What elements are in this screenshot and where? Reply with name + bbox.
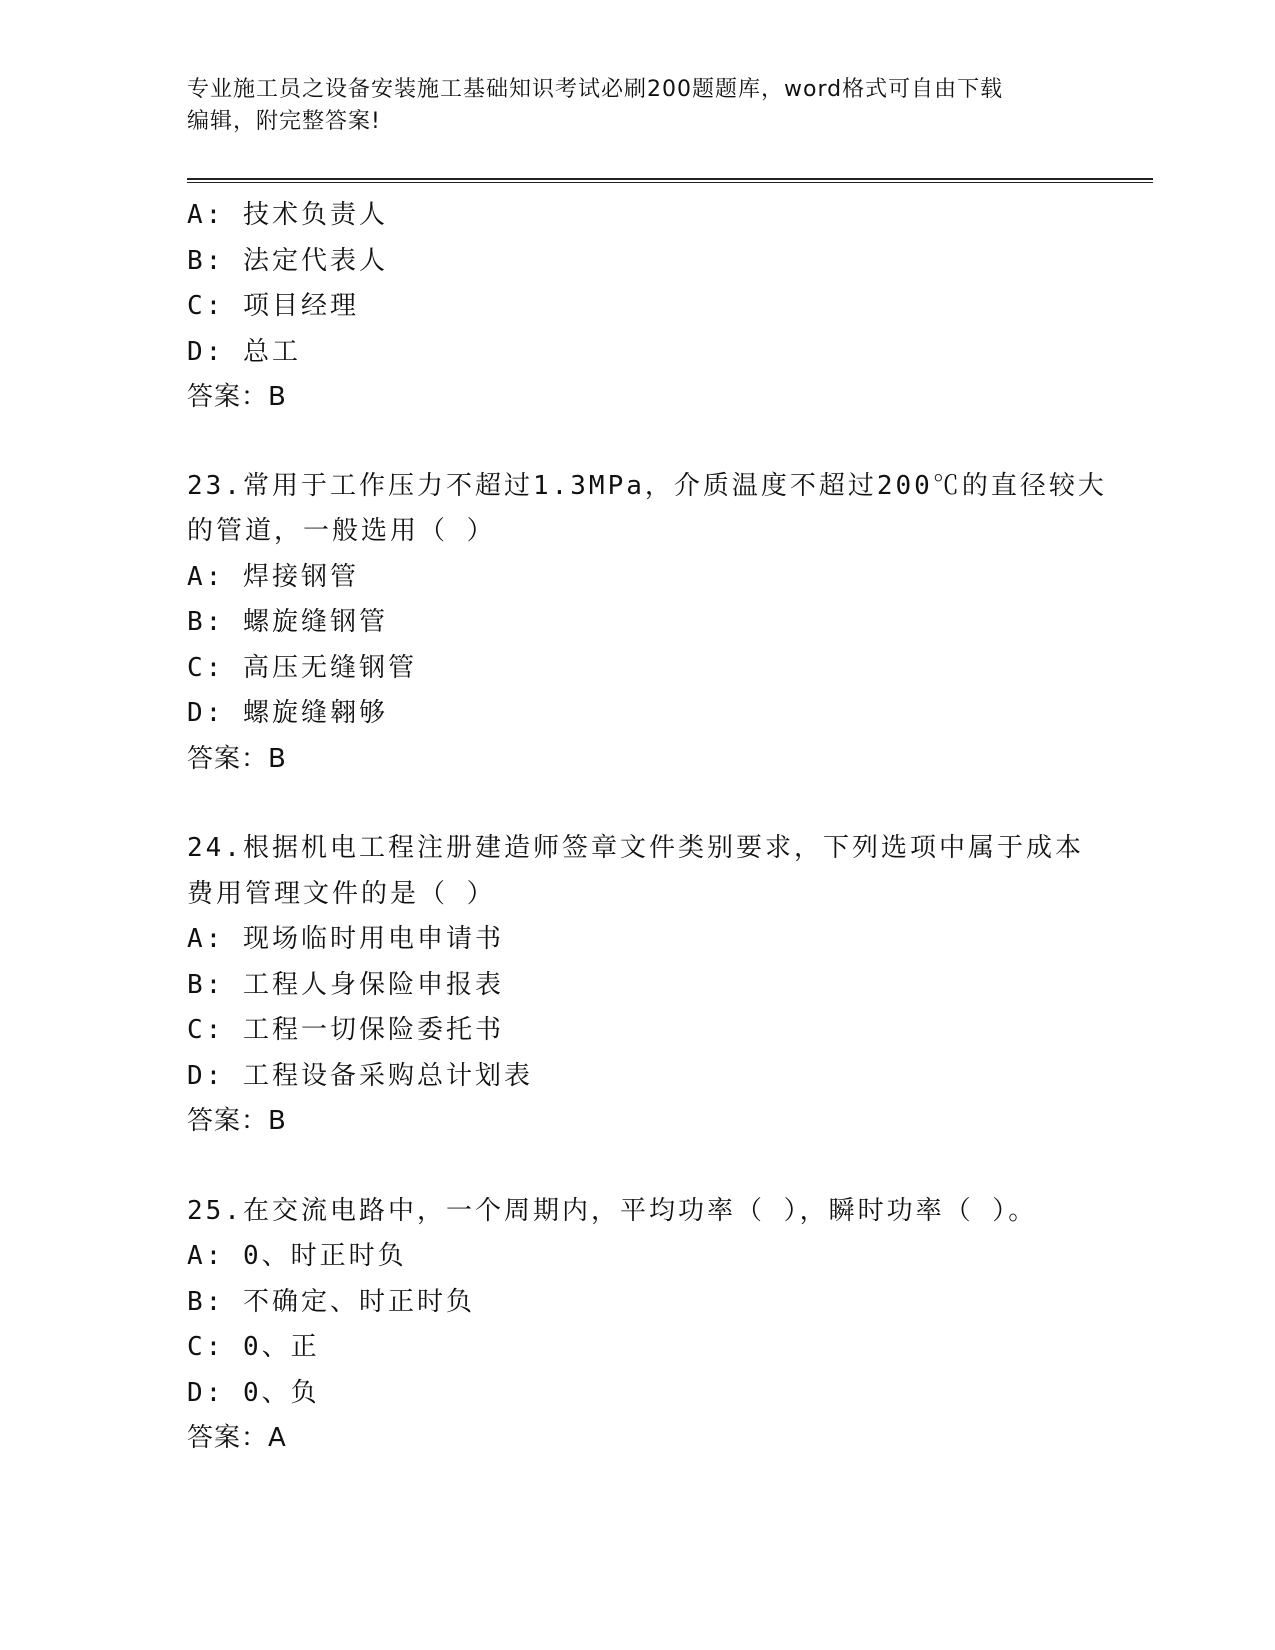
option-d: D: 0、负 (187, 1377, 320, 1408)
question-stem-line: 费用管理文件的是（ ） (187, 878, 496, 909)
question-stem-line: 的管道，一般选用（ ） (187, 516, 496, 546)
option-d: D: 总工 (187, 336, 301, 367)
answer: 答案：B (187, 743, 287, 774)
answer: 答案：A (187, 1423, 287, 1453)
answer: 答案：B (187, 1106, 287, 1136)
option-d: D: 螺旋缝翱够 (187, 698, 388, 728)
header-divider (187, 178, 1153, 180)
option-c: C: 项目经理 (187, 291, 359, 321)
question-25 (187, 1189, 1087, 1462)
document-header (187, 74, 1067, 138)
option-a: A: 0、时正时负 (187, 1241, 407, 1271)
option-a: A: 现场临时用电申请书 (187, 924, 504, 954)
question-stem-line: 25.在交流电路中，一个周期内，平均功率（ ），瞬时功率（ ）。 (187, 1195, 1038, 1226)
header-line-2: 编辑，附完整答案! (187, 109, 381, 134)
option-b: B: 不确定、时正时负 (187, 1286, 475, 1317)
header-divider-thin (187, 182, 1153, 183)
question-list (187, 193, 1107, 1462)
option-a: A: 技术负责人 (187, 200, 388, 230)
question-24 (187, 826, 1087, 1145)
answer: 答案：B (187, 382, 287, 412)
option-b: B: 法定代表人 (187, 245, 388, 276)
header-line-1: 专业施工员之设备安装施工基础知识考试必刷200题题库，word格式可自由下载 (187, 77, 1004, 102)
question-22 (187, 193, 1087, 421)
option-b: B: 工程人身保险申报表 (187, 969, 504, 1000)
option-a: A: 焊接钢管 (187, 561, 359, 592)
option-c: C: 高压无缝钢管 (187, 652, 417, 683)
option-c: C: 工程一切保险委托书 (187, 1015, 504, 1045)
option-c: C: 0、正 (187, 1332, 320, 1362)
question-stem-line: 24.根据机电工程注册建造师签章文件类别要求，下列选项中属于成本 (187, 833, 1084, 863)
option-b: B: 螺旋缝钢管 (187, 607, 388, 637)
option-d: D: 工程设备采购总计划表 (187, 1060, 533, 1091)
question-23 (187, 464, 1107, 783)
question-stem-line: 23.常用于工作压力不超过1.3MPa，介质温度不超过200℃的直径较大 (187, 470, 1107, 501)
